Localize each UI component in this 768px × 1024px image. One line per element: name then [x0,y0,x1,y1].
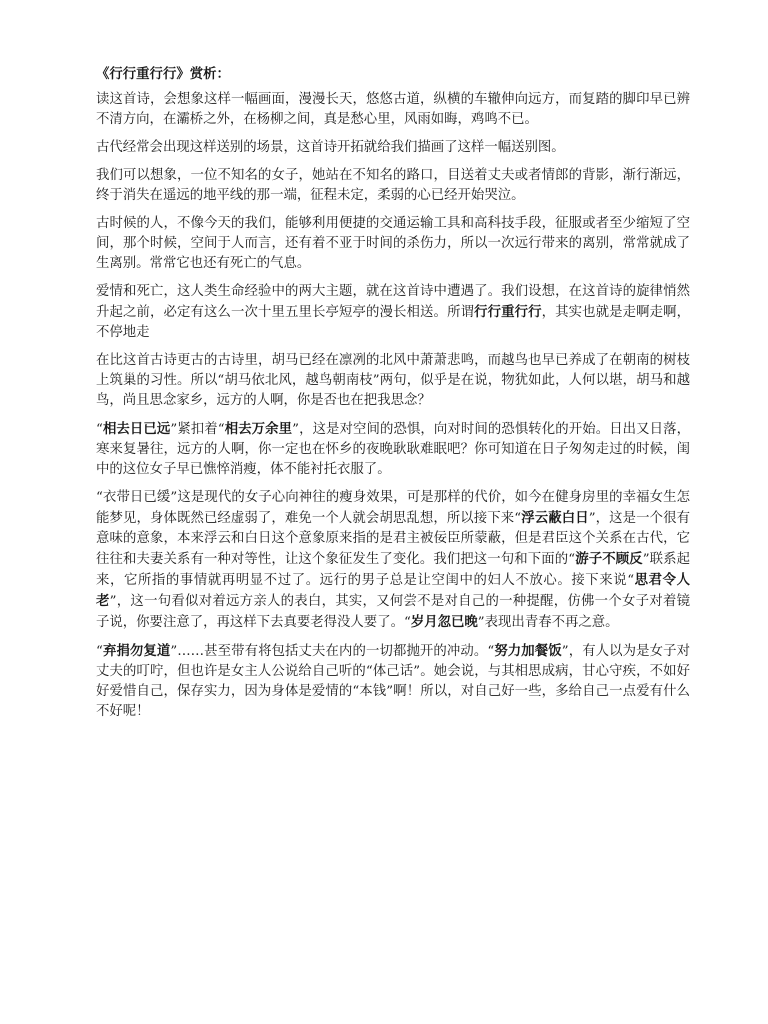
body-paragraph [96,419,690,480]
paragraph-text: ”，这一句看似对着远方亲人的表白，其实，又何尝不是对自己的一种提醒，仿佛一个女子对着镜子说，你要注意了，再这样下去真要老得没人要了。“ [96,594,691,630]
document-title: 《行行重行行》赏析： [96,66,230,82]
paragraph-text: ”，有人以为是女子对丈夫的叮咛，但也许是女主人公说给自己听的“体己话”。她会说，与其相思成病，甘心守疾，不如好好爱惜自己，保存实力，因为身体是爱情的“本钱”啊！所以，对自己好一些，多给自己一点爱有什么不好呢！ [96,644,690,719]
paragraph-text: ”，这是一个很有意味的意象，本来浮云和白日这个意象原来指的是君主被佞臣所蒙蔽，但是君臣这个关系在古代，它往往和夫妻关系有一种对等性，让这个象征发生了变化。我们把这一句和下面的“ [96,511,690,567]
document-body [96,90,690,722]
paragraph-text: “衣带日已缓”这是现代的女子心向神往的瘦身效果，可是那样的代价，如今在健身房里的幸福女生怎能梦见，身体既然已经虚弱了，难免一个人就会胡思乱想，所以接下来“ [96,490,690,526]
body-paragraph [96,282,690,343]
bold-quote: 浮云蔽白日 [521,510,589,526]
paragraph-text: 古代经常会出现这样送别的场景，这首诗开拓就给我们描画了这样一幅送别图。 [96,140,565,155]
paragraph-text: 古时候的人，不像今天的我们，能够利用便捷的交通运输工具和高科技手段，征服或者至少缩短了空间，那个时候，空间于人而言，还有着不亚于时间的杀伤力，所以一次远行带来的离别，常常就成了生离别。常常它也还有死亡的气息。 [96,216,690,271]
body-paragraph [96,351,690,411]
bold-quote: 相去日已远 [102,421,171,437]
paragraph-text: ”……甚至带有将包括丈夫在内的一切都抛开的冲动。“ [170,644,495,659]
bold-quote: 思君令人老 [96,572,691,609]
body-paragraph [96,641,690,722]
paragraph-text: 读这首诗，会想象这样一幅画面，漫漫长天，悠悠古道，纵横的车辙伸向远方，而复踏的脚印早已辨不清方向，在灞桥之外，在杨柳之间，真是愁心里，风雨如晦，鸡鸣不已。 [96,92,690,127]
paragraph-text: ”联系起来，它所指的事情就再明显不过了。远行的男子总是让空闺中的妇人不放心。接下来说“ [96,552,691,588]
body-paragraph [96,214,690,274]
body-paragraph [96,90,690,130]
paragraph-text: ”，这是对空间的恐惧，向对时间的恐惧转化的开始。日出又日落，寒来复暑往，远方的人啊，你一定也在怀乡的夜晚耿耿难眠吧？你可知道在日子匆匆走过的时候，闺中的这位女子早已憔悴消瘦，体不能衬托衣服了。 [96,422,691,477]
bold-quote: 游子不顾反 [575,551,643,567]
bold-quote: 弃捐勿复道 [102,643,171,659]
paragraph-text: ，其实也就是走啊走啊，不停地走 [96,305,691,340]
paragraph-text: “ [96,644,103,659]
body-paragraph [96,488,690,633]
paragraph-text: ”表现出青春不再之意。 [477,615,619,630]
body-paragraph [96,138,690,158]
paragraph-text: 在比这首古诗更古的古诗里，胡马已经在凛冽的北风中萧萧悲鸣，而越鸟也早已养成了在朝南的树枝上筑巢的习性。所以“胡马依北风，越鸟朝南枝”两句，似乎是在说，物犹如此，人何以堪，胡马和越鸟，尚且思念家乡，远方的人啊，你是否也在把我思念？ [96,353,690,408]
bold-quote: 行行重行行 [474,304,542,320]
bold-quote: 相去万余里 [224,421,293,437]
paragraph-text: 爱情和死亡，这人类生命经验中的两大主题，就在这首诗中遭遇了。我们设想，在这首诗的旋律悄然升起之前，必定有这么一次十里五里长亭短亭的漫长相送。所谓 [96,284,690,320]
bold-quote: 努力加餐饭 [494,643,562,659]
paragraph-text: ”紧扣着“ [170,422,225,437]
paragraph-text: “ [96,422,103,437]
paragraph-text: 我们可以想象，一位不知名的女子，她站在不知名的路口，目送着丈夫或者情郎的背影，渐行渐远，终于消失在遥远的地平线的那一端，征程未定，柔弱的心已经开始哭泣。 [96,168,690,203]
body-paragraph [96,166,690,206]
document-page [96,64,690,730]
bold-quote: 岁月忽已晚 [410,614,478,630]
